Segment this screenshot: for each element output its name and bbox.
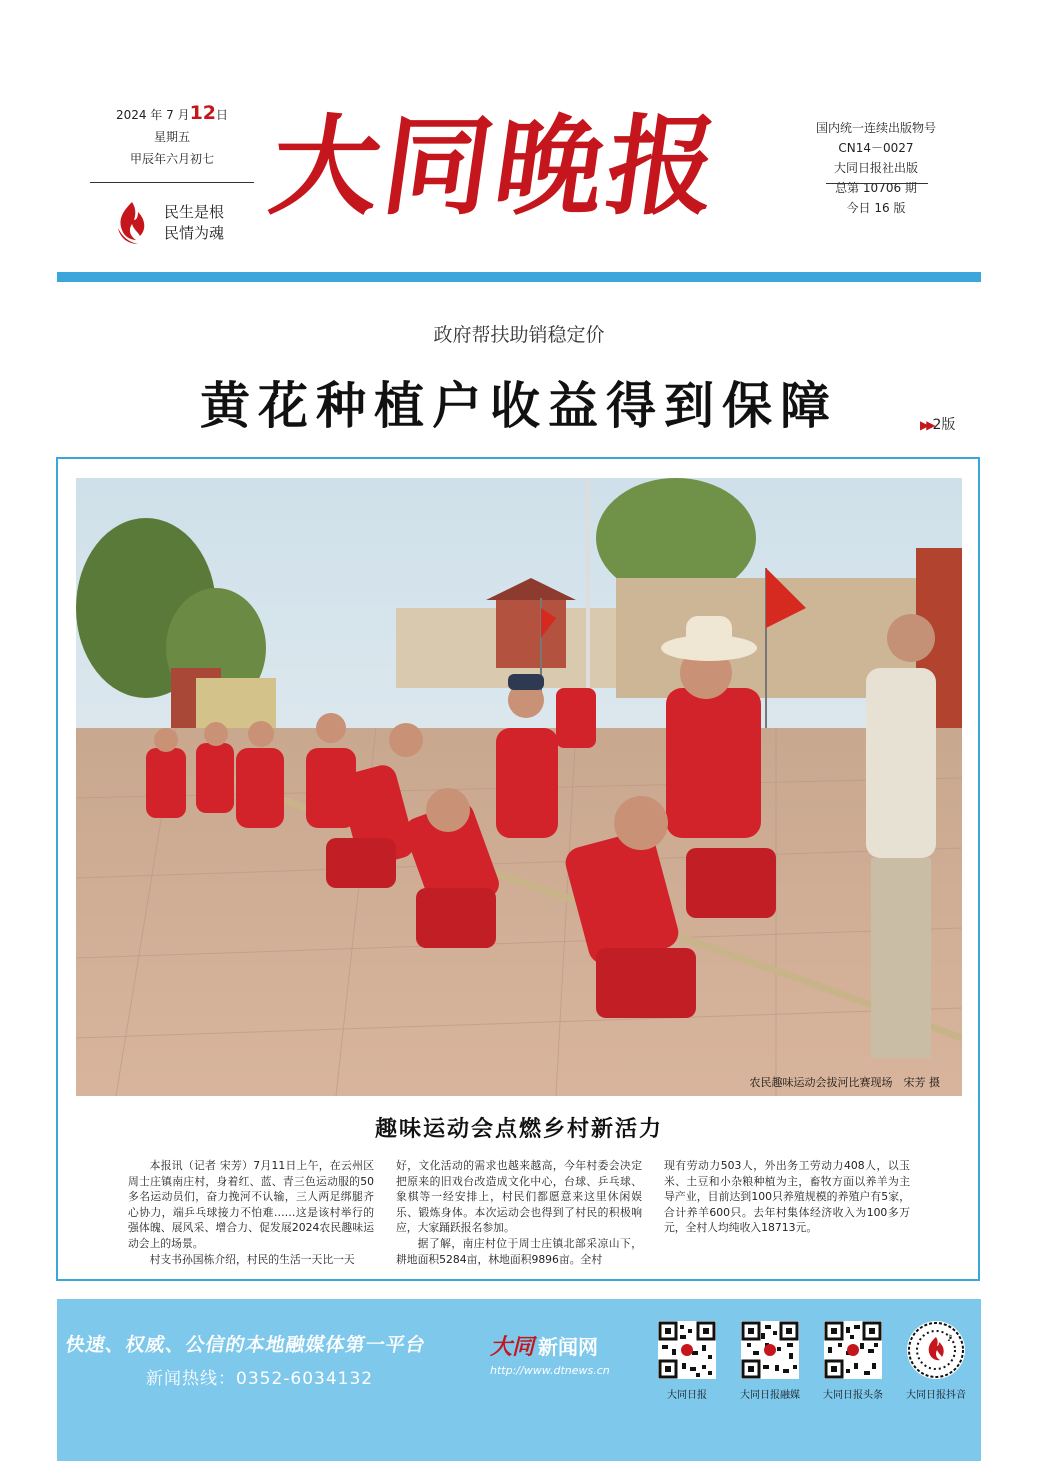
lead-kicker: 政府帮扶助销稳定价: [433, 324, 605, 346]
article-column-1: [128, 1158, 374, 1267]
pub-issue-number: 总第 10706 期: [835, 181, 917, 195]
news-hotline[interactable]: 新闻热线：0352-6034132: [146, 1369, 374, 1389]
qr-label-4: 大同日报抖音: [906, 1390, 966, 1401]
qr-label-2: 大同日报融媒: [740, 1390, 800, 1401]
paragraph: 本报讯（记者 宋芳）7月11日上午，在云州区周士庄镇南庄村，身着红、蓝、青三色运动服的50多名运动员们，奋力挽河不认输，三人两足绑腿齐心协力，端乒乓球接力不怕难……这是该村举行的强体魄、展风采、增合力、促发展2024农民趣味运动会上的场景。: [128, 1159, 374, 1250]
qr-label-3: 大同日报头条: [823, 1390, 883, 1401]
double-arrow-icon: ▶▶: [920, 418, 933, 432]
qr-code-dtrb-headline[interactable]: [824, 1321, 882, 1379]
photo-caption: 农民趣味运动会拔河比赛现场 宋芳 摄: [749, 1076, 940, 1089]
date-prefix: 2024 年 7 月: [115, 108, 190, 122]
qr-label-1: 大同日报: [667, 1390, 707, 1401]
qr-code-icon: [824, 1321, 882, 1379]
masthead-date: [88, 102, 256, 170]
photo-illustration: [76, 478, 962, 1096]
pub-publisher: 大同日报社出版: [833, 161, 918, 175]
newspaper-title: 大同晚报: [263, 104, 729, 230]
site-name: 新闻网: [538, 1335, 599, 1359]
page-jump-text: 2版: [932, 417, 956, 433]
qr-code-icon: [741, 1321, 799, 1379]
lunar-date: 甲辰年六月初七: [129, 152, 214, 166]
douyin-code[interactable]: [907, 1321, 965, 1379]
weekday: 星期五: [153, 130, 190, 144]
douyin-code-icon: [907, 1321, 965, 1379]
slogan-line-1: 民生是根: [164, 203, 225, 221]
qr-code-dtrb-media[interactable]: [741, 1321, 799, 1379]
pub-page-count: 今日 16 版: [846, 201, 906, 215]
lead-headline[interactable]: 黄花种植户收益得到保障: [200, 376, 838, 435]
dtnews-logo[interactable]: [490, 1330, 640, 1380]
qr-code-dtrb[interactable]: [658, 1321, 716, 1379]
article-column-3: [664, 1158, 910, 1236]
paragraph: 好，文化活动的需求也越来越高，今年村委会决定把原来的旧戏台改造成文化中心，台球、乒乓球、象棋等一经安排上，村民们都愿意来这里休闲娱乐、锻炼身体。本次运动会也得到了村民的积极响应，大家踊跃报名参加。: [396, 1159, 642, 1235]
page-jump-link[interactable]: [920, 414, 955, 434]
publication-divider: [826, 183, 928, 184]
date-day: 12: [189, 102, 217, 124]
publication-info: [796, 118, 956, 218]
svg-text:♪: ♪: [947, 1334, 953, 1344]
paragraph: 据了解，南庄村位于周士庄镇北部采凉山下，耕地面积5284亩，林地面积9896亩。全村: [396, 1236, 642, 1266]
slogan-line-2: 民情为魂: [164, 224, 225, 242]
slogan-block: [108, 198, 258, 248]
date-divider: [90, 182, 254, 183]
banner-tagline: 快速、权威、公信的本地融媒体第一平台: [63, 1334, 428, 1356]
date-suffix: 日: [216, 108, 229, 122]
pub-serial-label: 国内统一连续出版物号: [815, 121, 936, 135]
masthead-bar: [57, 272, 981, 282]
flame-logo-icon: [108, 198, 156, 246]
site-url[interactable]: http://www.dtnews.cn: [490, 1364, 610, 1377]
site-logo-mark: 大同: [490, 1334, 535, 1360]
paragraph: 现有劳动力503人，外出务工劳动力408人，以玉米、土豆和小杂粮种植为主，畜牧方面以养羊为主导产业，目前达到100只养殖规模的养殖户有5家，合计养羊600只。去年村集体经济收入为100多万元，全村人均纯收入18713元。: [664, 1159, 910, 1235]
article-column-2: [396, 1158, 642, 1267]
paragraph: 村支书孙国栋介绍，村民的生活一天比一天: [149, 1252, 355, 1266]
pub-cn-number: CN14－0027: [838, 141, 914, 155]
feature-headline[interactable]: 趣味运动会点燃乡村新活力: [374, 1117, 663, 1142]
article-body: [128, 1158, 918, 1270]
qr-code-icon: [658, 1321, 716, 1379]
tug-of-war-photo[interactable]: [76, 478, 962, 1096]
